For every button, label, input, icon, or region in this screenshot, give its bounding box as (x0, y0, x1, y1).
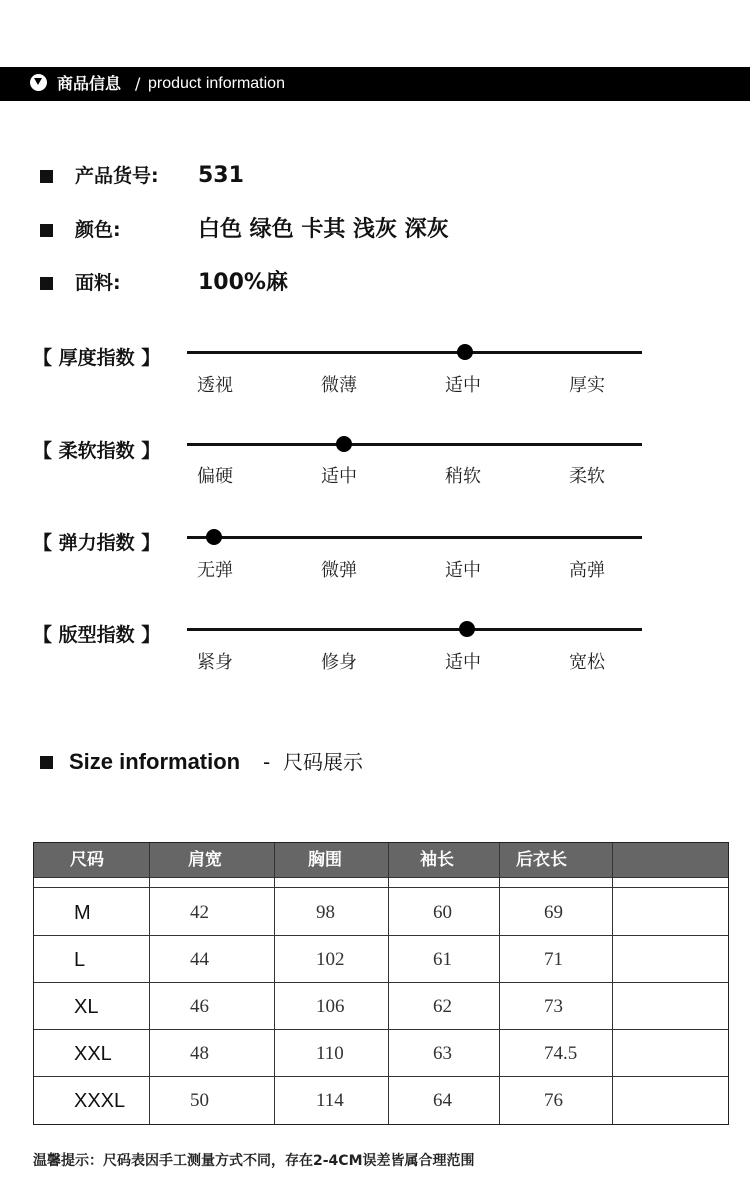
elasticity-scale-line (187, 536, 642, 539)
table-cell: 76 (544, 1090, 563, 1111)
header-title-cn: 商品信息 (57, 74, 122, 93)
table-divider (34, 1029, 728, 1030)
heart-down-icon (30, 74, 47, 91)
color-label: 颜色: (75, 219, 121, 241)
scale-option: 适中 (445, 560, 481, 581)
softness-scale-label: 【 柔软指数 】 (33, 440, 161, 462)
fabric-label: 面料: (75, 272, 121, 294)
scale-option: 适中 (445, 375, 481, 396)
item-no-label: 产品货号: (75, 165, 159, 187)
size-info-dash: - (263, 750, 271, 774)
table-divider (34, 877, 728, 878)
scale-option: 微薄 (321, 375, 357, 396)
elasticity-scale-marker (206, 529, 222, 545)
scale-option: 适中 (321, 466, 357, 487)
table-cell: M (74, 902, 91, 924)
col-header-shoulder: 肩宽 (188, 850, 222, 870)
scale-option: 紧身 (197, 652, 233, 673)
table-cell: 102 (316, 949, 345, 970)
table-divider (499, 843, 500, 1124)
table-cell: 44 (190, 949, 209, 970)
table-cell: 106 (316, 996, 345, 1017)
size-table-header (34, 843, 728, 877)
table-cell: 63 (433, 1043, 452, 1064)
scale-option: 稍软 (445, 466, 481, 487)
bullet-square (40, 756, 53, 769)
bullet-square (40, 277, 53, 290)
scale-option: 偏硬 (197, 466, 233, 487)
fabric-value: 100%麻 (198, 270, 288, 295)
size-info-title-cn: 尺码展示 (283, 750, 363, 774)
table-cell: 69 (544, 902, 563, 923)
softness-scale-line (187, 443, 642, 446)
table-divider (388, 843, 389, 1124)
scale-option: 微弹 (321, 560, 357, 581)
color-value: 白色 绿色 卡其 浅灰 深灰 (198, 217, 449, 242)
elasticity-scale-label: 【 弹力指数 】 (33, 532, 161, 554)
scale-option: 适中 (445, 652, 481, 673)
table-cell: 64 (433, 1090, 452, 1111)
fit-scale-label: 【 版型指数 】 (33, 624, 161, 646)
table-divider (34, 982, 728, 983)
fit-scale-line (187, 628, 642, 631)
table-cell: 62 (433, 996, 452, 1017)
table-cell: 42 (190, 902, 209, 923)
table-cell: 110 (316, 1043, 344, 1064)
table-divider (274, 843, 275, 1124)
softness-scale-marker (336, 436, 352, 452)
table-cell: 98 (316, 902, 335, 923)
table-cell: 71 (544, 949, 563, 970)
scale-option: 厚实 (569, 375, 605, 396)
col-header-back-length: 后衣长 (516, 850, 567, 870)
table-cell: 60 (433, 902, 452, 923)
table-divider (612, 843, 613, 1124)
scale-option: 无弹 (197, 560, 233, 581)
table-cell: 114 (316, 1090, 344, 1111)
scale-option: 宽松 (569, 652, 605, 673)
size-table (33, 842, 729, 1125)
footnote-tip: 温馨提示：尺码表因手工测量方式不同，存在2-4CM误差皆属合理范围 (33, 1153, 475, 1169)
table-cell: XXXL (74, 1090, 126, 1112)
col-header-sleeve: 袖长 (420, 850, 454, 870)
table-divider (149, 843, 150, 1124)
table-cell: XL (74, 996, 99, 1018)
table-divider (34, 935, 728, 936)
table-cell: 73 (544, 996, 563, 1017)
fit-scale-marker (459, 621, 475, 637)
header-title-en: product information (148, 75, 285, 92)
table-cell: 48 (190, 1043, 209, 1064)
table-cell: XXL (74, 1043, 112, 1065)
thickness-scale-label: 【 厚度指数 】 (33, 347, 161, 369)
bullet-square (40, 170, 53, 183)
bullet-square (40, 224, 53, 237)
thickness-scale-line (187, 351, 642, 354)
thickness-scale-marker (457, 344, 473, 360)
item-no-value: 531 (198, 163, 244, 188)
header-slash: / (135, 74, 141, 93)
table-cell: 61 (433, 949, 452, 970)
col-header-size: 尺码 (70, 850, 104, 870)
scale-option: 透视 (197, 375, 233, 396)
table-cell: 74.5 (544, 1043, 578, 1064)
size-info-title: Size information (69, 749, 241, 774)
scale-option: 柔软 (569, 466, 605, 487)
table-divider (34, 1076, 728, 1077)
table-cell: 50 (190, 1090, 209, 1111)
col-header-chest: 胸围 (308, 850, 342, 870)
table-cell: L (74, 949, 86, 971)
table-cell: 46 (190, 996, 209, 1017)
scale-option: 修身 (321, 652, 357, 673)
scale-option: 高弹 (569, 560, 605, 581)
table-divider (34, 887, 728, 888)
